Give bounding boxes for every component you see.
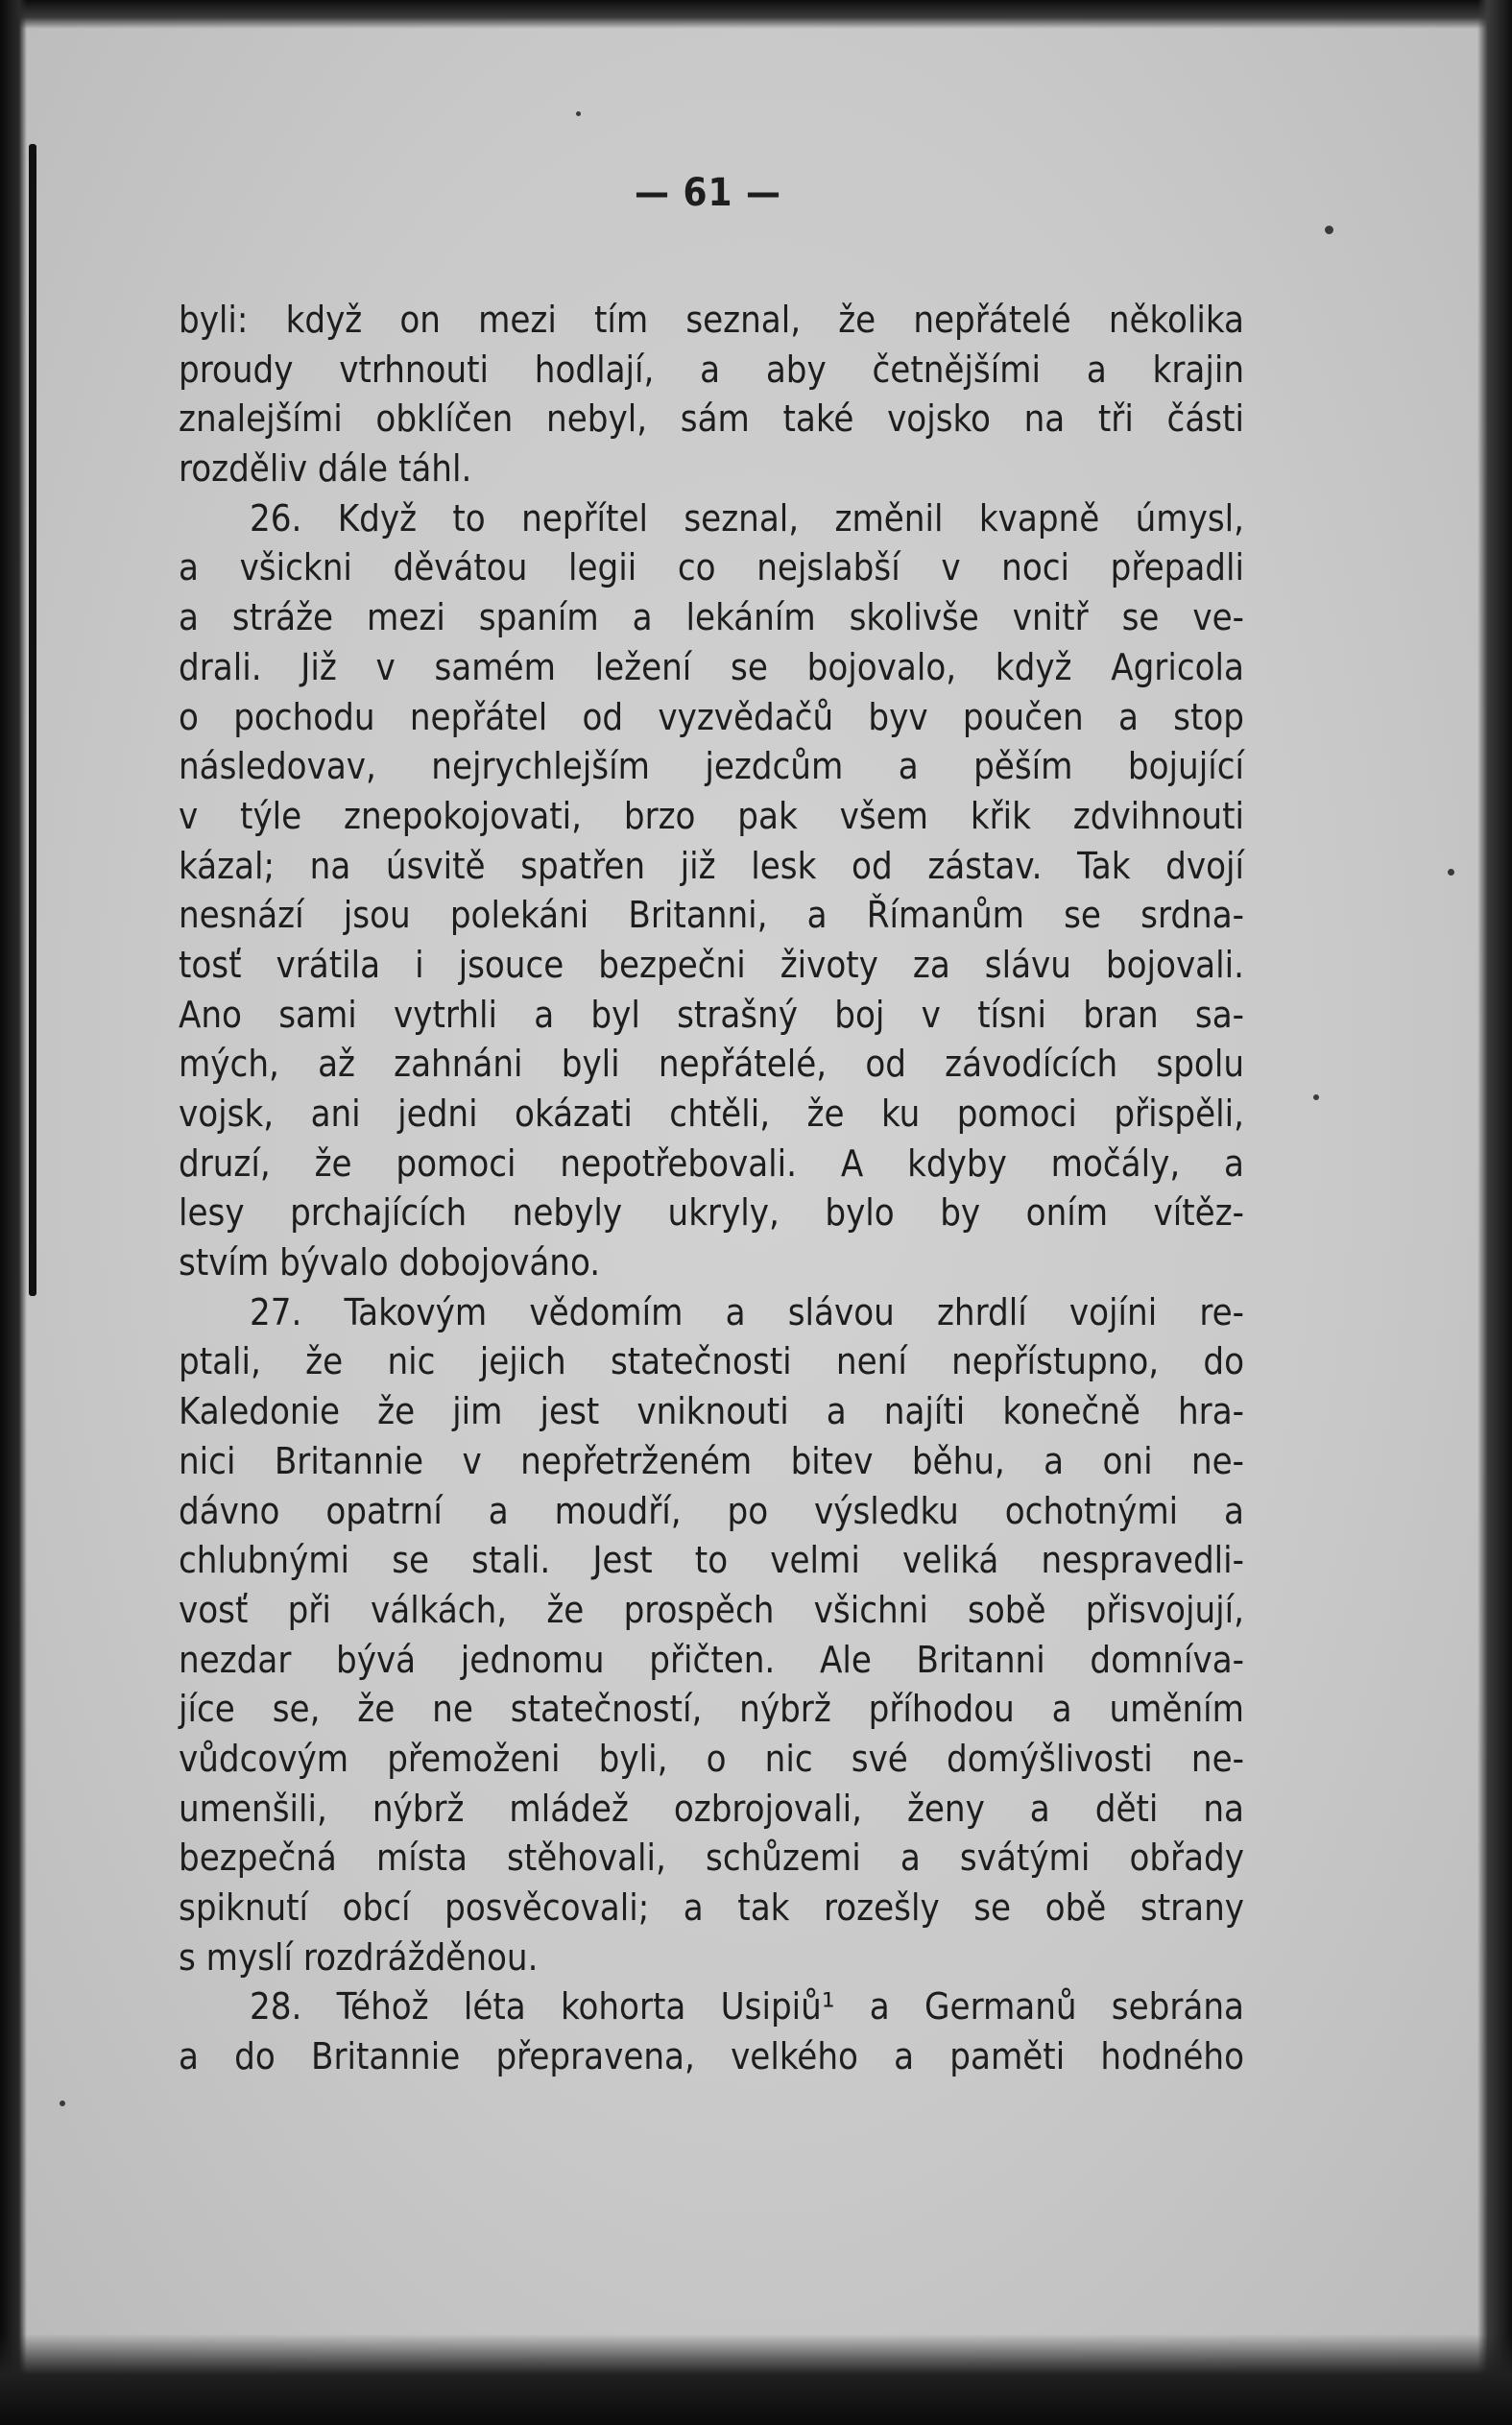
text-line: Kaledonie že jim jest vniknouti a najíti konečně hra- <box>179 1390 1244 1433</box>
text-line: a do Britannie přepravena, velkého a paměti hodného <box>179 2035 1244 2078</box>
scan-edge-top <box>0 0 1512 29</box>
dust-speck <box>1313 1094 1319 1100</box>
text-line: vůdcovým přemoženi byli, o nic své domýšlivosti ne- <box>179 1737 1244 1780</box>
text-line: nezdar bývá jednomu přičten. Ale Britanni domníva- <box>179 1638 1244 1681</box>
text-line: chlubnými se stali. Jest to velmi veliká nespravedli- <box>179 1539 1244 1582</box>
text-line: znalejšími obklíčen nebyl, sám také vojsko na tři části <box>179 397 1244 441</box>
text-line: byli: když on mezi tím seznal, že nepřátelé několika <box>179 299 1244 341</box>
text-line: ptali, že nic jejich statečnosti není nepřístupno, do <box>179 1340 1244 1383</box>
text-line: v týle znepokojovati, brzo pak všem křik zdvihnouti <box>179 794 1244 837</box>
dust-speck <box>1448 869 1454 876</box>
text-line: nici Britannie v nepřetrženém bitev běhu, a oni ne- <box>179 1439 1244 1482</box>
text-line: následovav, nejrychlejším jezdcům a pěším bojující <box>179 745 1244 788</box>
text-line: druzí, že pomoci nepotřebovali. A kdyby močály, a <box>179 1141 1244 1185</box>
scan-edge-bottom <box>0 2334 1512 2425</box>
dust-speck <box>576 111 581 116</box>
body-text <box>179 296 1244 2082</box>
text-line: nesnází jsou polekáni Britanni, a Římanům se srdna- <box>179 894 1244 937</box>
text-line: a všickni děvátou legii co nejslabší v noci přepadli <box>179 546 1244 589</box>
text-line: jíce se, že ne statečností, nýbrž příhodou a uměním <box>179 1688 1244 1731</box>
page-number: — 61 — <box>634 171 782 215</box>
scan-edge-left <box>0 0 27 2425</box>
page-spine-shadow <box>29 144 36 1296</box>
text-line: bezpečná místa stěhovali, schůzemi a svátými obřady <box>179 1837 1244 1880</box>
text-line: tosť vrátila i jsouce bezpečni životy za slávu bojovali. <box>179 943 1244 986</box>
scan-edge-right <box>1477 0 1512 2425</box>
text-line: proudy vtrhnouti hodlají, a aby četnějšími a krajin <box>179 348 1244 391</box>
text-line: stvím bývalo dobojováno. <box>179 1241 601 1285</box>
dust-speck <box>60 2101 65 2106</box>
text-line: a stráže mezi spaním a lekáním skolivše vnitř se ve- <box>179 596 1244 639</box>
paragraph-28-start: 28. Téhož léta kohorta Usipiů¹ a Germanů sebrána <box>250 1985 1244 2029</box>
text-line: drali. Již v samém ležení se bojovalo, když Agricola <box>179 645 1244 688</box>
text-line: dávno opatrní a moudří, po výsledku ochotnými a <box>179 1489 1244 1532</box>
text-line: vosť při válkách, že prospěch všichni sobě přisvojují, <box>179 1588 1244 1631</box>
paragraph-27-start: 27. Takovým vědomím a slávou zhrdlí vojíni re- <box>250 1290 1244 1333</box>
text-line: rozděliv dále táhl. <box>179 447 472 491</box>
dust-speck <box>1325 226 1333 234</box>
text-line: lesy prchajících nebyly ukryly, bylo by oním vítěz- <box>179 1191 1244 1235</box>
text-line: kázal; na úsvitě spatřen již lesk od zástav. Tak dvojí <box>179 844 1244 887</box>
text-line: o pochodu nepřátel od vyzvědačů byv poučen a stop <box>179 695 1244 738</box>
text-line: s myslí rozdrážděnou. <box>179 1935 539 1979</box>
text-line: umenšili, nýbrž mládež ozbrojovali, ženy a děti na <box>179 1787 1244 1830</box>
text-line: mých, až zahnáni byli nepřátelé, od závodících spolu <box>179 1043 1244 1086</box>
text-line: Ano sami vytrhli a byl strašný boj v tísni bran sa- <box>179 993 1244 1036</box>
text-line: spiknutí obcí posvěcovali; a tak rozešly se obě strany <box>179 1886 1244 1929</box>
text-line: vojsk, ani jedni okázati chtěli, že ku pomoci přispěli, <box>179 1092 1244 1135</box>
paragraph-26-start: 26. Když to nepřítel seznal, změnil kvapně úmysl, <box>250 496 1244 540</box>
